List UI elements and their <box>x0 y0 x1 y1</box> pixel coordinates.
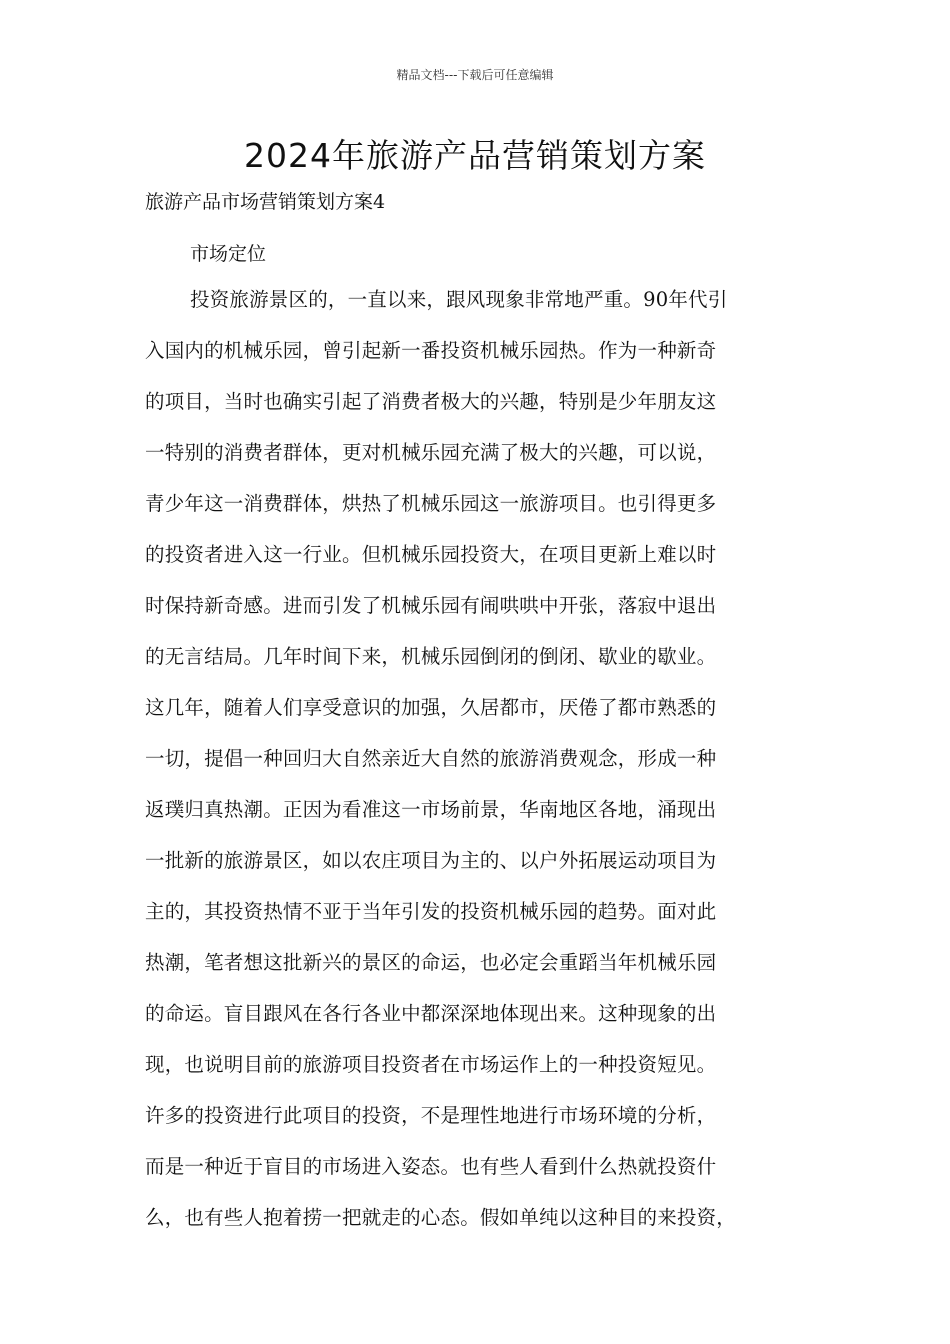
section-heading: 市场定位 <box>190 243 267 265</box>
document-subtitle: 旅游产品市场营销策划方案4 <box>145 191 386 213</box>
paragraph-line: 的项目，当时也确实引起了消费者极大的兴趣，特别是少年朋友这 <box>145 390 717 413</box>
paragraph-line: 的投资者进入这一行业。但机械乐园投资大，在项目更新上难以时 <box>145 543 717 566</box>
paragraph-line: 许多的投资进行此项目的投资，不是理性地进行市场环境的分析， <box>145 1104 717 1127</box>
paragraph-line: 现，也说明目前的旅游项目投资者在市场运作上的一种投资短见。 <box>145 1053 717 1076</box>
paragraph-line: 的无言结局。几年时间下来，机械乐园倒闭的倒闭、歇业的歇业。 <box>145 645 717 668</box>
document-title: 2024年旅游产品营销策划方案 <box>244 136 706 175</box>
paragraph-line: 的命运。盲目跟风在各行各业中都深深地体现出来。这种现象的出 <box>145 1002 717 1025</box>
paragraph-line: 一切，提倡一种回归大自然亲近大自然的旅游消费观念，形成一种 <box>145 747 717 770</box>
paragraph-line: 热潮，笔者想这批新兴的景区的命运，也必定会重蹈当年机械乐园 <box>145 951 717 974</box>
page-header: 精品文档---下载后可任意编辑 <box>396 68 554 82</box>
paragraph-line: 投资旅游景区的，一直以来，跟风现象非常地严重。90年代引 <box>190 288 728 311</box>
paragraph-line: 一特别的消费者群体，更对机械乐园充满了极大的兴趣，可以说， <box>145 441 717 464</box>
paragraph-line: 返璞归真热潮。正因为看准这一市场前景，华南地区各地，涌现出 <box>145 798 717 821</box>
paragraph-line: 么，也有些人抱着捞一把就走的心态。假如单纯以这种目的来投资， <box>145 1206 737 1229</box>
paragraph-line: 青少年这一消费群体，烘热了机械乐园这一旅游项目。也引得更多 <box>145 492 717 515</box>
paragraph-line: 而是一种近于盲目的市场进入姿态。也有些人看到什么热就投资什 <box>145 1155 717 1178</box>
body-paragraph <box>145 286 810 1255</box>
paragraph-line: 入国内的机械乐园，曾引起新一番投资机械乐园热。作为一种新奇 <box>145 339 717 362</box>
paragraph-line: 这几年，随着人们享受意识的加强，久居都市，厌倦了都市熟悉的 <box>145 696 717 719</box>
paragraph-line: 时保持新奇感。进而引发了机械乐园有闹哄哄中开张，落寂中退出 <box>145 594 717 617</box>
paragraph-line: 主的，其投资热情不亚于当年引发的投资机械乐园的趋势。面对此 <box>145 900 717 923</box>
paragraph-line: 一批新的旅游景区，如以农庄项目为主的、以户外拓展运动项目为 <box>145 849 717 872</box>
